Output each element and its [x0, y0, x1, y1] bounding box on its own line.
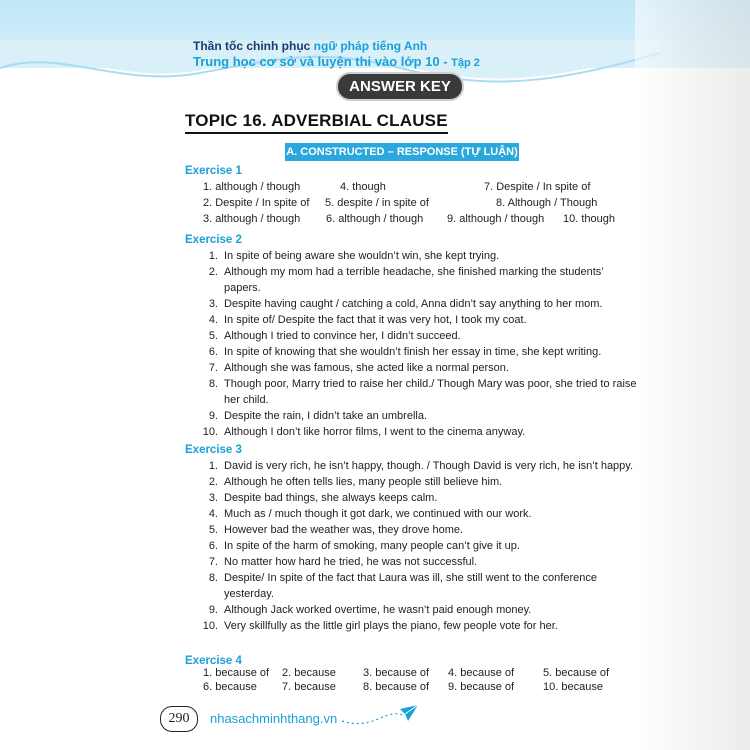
- answer-cell: 10. though: [563, 213, 615, 225]
- item-number: 7.: [208, 362, 218, 374]
- exercise-3-list: [200, 458, 639, 634]
- book-title-subtitle: Trung học cơ sở và luyện thi vào lớp 10 -: [193, 54, 452, 69]
- item-number: 8.: [208, 572, 218, 584]
- exercise-2-title: Exercise 2: [185, 234, 242, 246]
- list-item: [200, 522, 639, 538]
- item-number: 4.: [208, 314, 218, 326]
- answer-cell: 1. although / though: [203, 181, 301, 193]
- item-text: Although I tried to convince her, I didn’t succeed.: [224, 330, 461, 342]
- item-text: David is very rich, he isn’t happy, though. / Though David is very rich, he isn’t happy.: [224, 460, 634, 472]
- book-title: [193, 38, 480, 71]
- footer-website: nhasachminhthang.vn: [210, 711, 338, 726]
- item-text: In spite of knowing that she wouldn’t finish her essay in time, she kept writing.: [224, 346, 602, 358]
- list-item: [200, 618, 639, 634]
- item-number: 1.: [208, 460, 218, 472]
- answer-cell: 4. because of: [448, 667, 515, 679]
- answer-cell: 9. because of: [448, 681, 515, 693]
- item-text: No matter how hard he tried, he was not successful.: [224, 556, 478, 568]
- answer-cell: 5. because of: [543, 667, 610, 679]
- answer-key-badge: ANSWER KEY: [336, 72, 464, 101]
- exercise-1-title: Exercise 1: [185, 165, 242, 177]
- paper-plane-icon: [340, 703, 420, 727]
- answer-cell: 4. though: [340, 181, 386, 193]
- list-item: [200, 328, 639, 344]
- item-number: 6.: [208, 540, 218, 552]
- item-number: 5.: [208, 524, 218, 536]
- item-text: Although he often tells lies, many people still believe him.: [224, 476, 503, 488]
- exercise-3-title: Exercise 3: [185, 444, 242, 456]
- book-title-line2: [193, 54, 480, 71]
- answer-cell: 2. because: [282, 667, 336, 679]
- item-text: Although I don’t like horror films, I went to the cinema anyway.: [224, 426, 526, 438]
- exercise-2-list: [200, 248, 639, 440]
- list-item: [200, 538, 639, 554]
- answer-cell: 8. Although / Though: [496, 197, 598, 209]
- answer-cell: 7. because: [282, 681, 336, 693]
- item-number: 3.: [208, 298, 218, 310]
- list-item: [200, 248, 639, 264]
- answer-cell: 9. although / though: [447, 213, 545, 225]
- list-item: [200, 264, 639, 296]
- list-item: [200, 408, 639, 424]
- list-item: [200, 554, 639, 570]
- item-number: 9.: [208, 604, 218, 616]
- item-number: 2.: [208, 476, 218, 488]
- list-item: [200, 296, 639, 312]
- page-number: 290: [160, 706, 198, 732]
- answer-cell: 3. although / though: [203, 213, 301, 225]
- item-number: 9.: [208, 410, 218, 422]
- answer-cell: 7. Despite / In spite of: [484, 181, 591, 193]
- list-item: [200, 376, 639, 408]
- item-text: In spite of being aware she wouldn’t win, she kept trying.: [224, 250, 500, 262]
- item-text: In spite of/ Despite the fact that it was very hot, I took my coat.: [224, 314, 527, 326]
- item-number: 10.: [202, 426, 218, 438]
- item-text: In spite of the harm of smoking, many people can’t give it up.: [224, 540, 520, 552]
- item-text: Despite having caught / catching a cold, Anna didn’t say anything to her mom.: [224, 298, 603, 310]
- book-title-accent: ngữ pháp tiếng Anh: [313, 39, 428, 53]
- item-text: However bad the weather was, they drove home.: [224, 524, 464, 536]
- answer-cell: 1. because of: [203, 667, 270, 679]
- item-number: 4.: [208, 508, 218, 520]
- list-item: [200, 474, 639, 490]
- item-number: 5.: [208, 330, 218, 342]
- answer-cell: 10. because: [543, 681, 603, 693]
- section-banner: A. CONSTRUCTED – RESPONSE (TỰ LUẬN): [285, 143, 519, 161]
- item-number: 7.: [208, 556, 218, 568]
- item-text: Despite/ In spite of the fact that Laura was ill, she still went to the conference yesterday.: [224, 572, 597, 600]
- list-item: [200, 490, 639, 506]
- item-text: Despite the rain, I didn’t take an umbrella.: [224, 410, 428, 422]
- answer-cell: 3. because of: [363, 667, 430, 679]
- book-volume: Tập 2: [451, 57, 480, 69]
- item-number: 1.: [208, 250, 218, 262]
- answer-cell: 5. despite / in spite of: [325, 197, 429, 209]
- answer-cell: 2. Despite / In spite of: [203, 197, 310, 209]
- item-text: Though poor, Marry tried to raise her child./ Though Mary was poor, she tried to raise her child.: [224, 378, 637, 406]
- item-text: Despite bad things, she always keeps calm.: [224, 492, 438, 504]
- list-item: [200, 458, 639, 474]
- item-number: 2.: [208, 266, 218, 278]
- list-item: [200, 344, 639, 360]
- list-item: [200, 506, 639, 522]
- item-text: Although my mom had a terrible headache, she finished marking the students’ papers.: [224, 266, 604, 294]
- topic-title: TOPIC 16. ADVERBIAL CLAUSE: [185, 111, 448, 134]
- item-text: Very skillfully as the little girl plays the piano, few people vote for her.: [224, 620, 558, 632]
- list-item: [200, 570, 639, 602]
- item-number: 6.: [208, 346, 218, 358]
- list-item: [200, 360, 639, 376]
- item-number: 10.: [202, 620, 218, 632]
- answer-cell: 6. although / though: [326, 213, 424, 225]
- item-text: Although she was famous, she acted like a normal person.: [224, 362, 509, 374]
- answer-cell: 6. because: [203, 681, 257, 693]
- item-number: 8.: [208, 378, 218, 390]
- list-item: [200, 312, 639, 328]
- book-title-prefix: Thần tốc chinh phục: [193, 39, 314, 53]
- list-item: [200, 424, 639, 440]
- answer-cell: 8. because of: [363, 681, 430, 693]
- list-item: [200, 602, 639, 618]
- book-title-line1: [193, 38, 480, 54]
- exercise-4-title: Exercise 4: [185, 655, 242, 667]
- item-text: Although Jack worked overtime, he wasn’t paid enough money.: [224, 604, 532, 616]
- item-number: 3.: [208, 492, 218, 504]
- item-text: Much as / much though it got dark, we continued with our work.: [224, 508, 532, 520]
- page-edge-shadow: [635, 0, 750, 750]
